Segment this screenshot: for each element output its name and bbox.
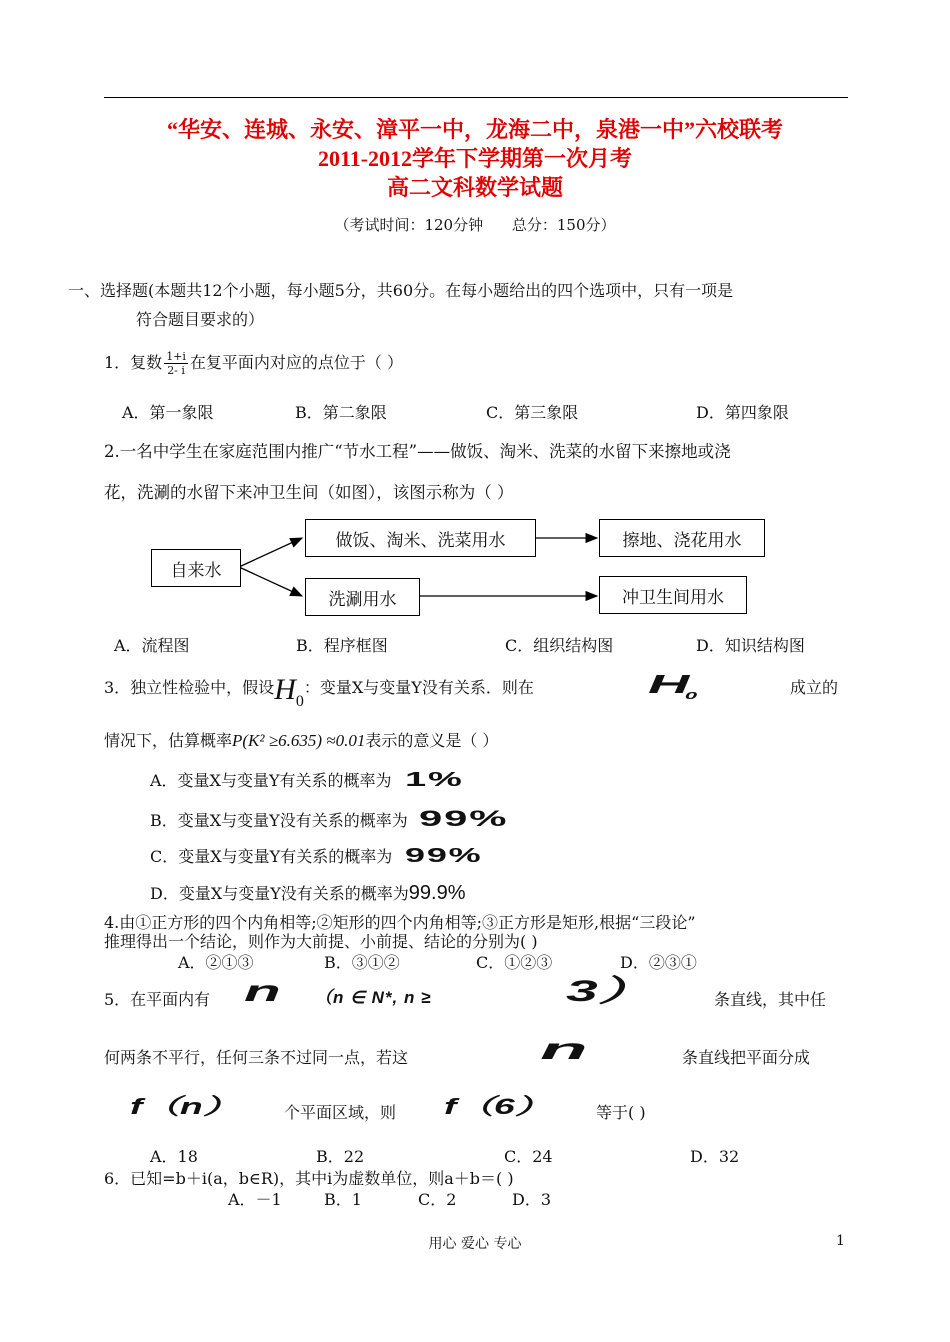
page-number: 1 [836, 1233, 845, 1249]
h0-symbol: $H_0$ [274, 673, 304, 710]
section-heading-cont: 符合题目要求的） [136, 310, 265, 329]
q3-line2-a: 情况下，估算概率 [104, 731, 233, 750]
q3-option-a: A．变量X与变量Y有关系的概率为 1% [150, 769, 464, 791]
q5-line3-a: 个平面区域，则 [284, 1103, 397, 1122]
total-score: 总分：150分） [511, 216, 616, 234]
q3-line2-b: 表示的意义是（ ） [365, 731, 499, 750]
q5-fn: f（n） [130, 1094, 241, 1119]
q1-frac-den: 2- i [167, 364, 185, 377]
exam-title-line1: “华安、连城、永安、漳平一中，龙海二中，泉港一中”六校联考 [166, 117, 783, 142]
q1-frac-num: 1+i [166, 350, 186, 363]
q5-option-a: A．18 [150, 1147, 198, 1166]
q3-line1 [104, 673, 534, 712]
q3-prob-expr: P(K² ≥6.635) ≈0.01 [232, 731, 366, 750]
q6-line1: 6．已知=b＋i(a，b∈R)，其中i为虚数单位，则a＋b＝( ) [104, 1169, 514, 1188]
q5-n-symbol: n [244, 975, 281, 1008]
q2-option-b: B．程序框图 [296, 636, 388, 655]
exam-time: （考试时间：120分钟 [334, 216, 484, 234]
exam-title-line2: 2011-2012学年下学期第一次月考 [317, 146, 633, 171]
h0-big-symbol: $H_0$ [648, 669, 693, 703]
q4-option-d: D．②③① [620, 953, 697, 972]
q6-option-d: D．3 [512, 1190, 552, 1209]
q6-option-c: C．2 [418, 1190, 457, 1209]
q5-option-d: D．32 [690, 1147, 740, 1166]
q2-option-d: D．知识结构图 [696, 636, 805, 655]
q3-option-b: B．变量X与变量Y没有关系的概率为 99% [150, 806, 509, 831]
section-heading: 一、选择题(本题共12个小题，每小题5分，共60分。在每小题给出的四个选项中，只有一项是 [68, 281, 734, 300]
q1-suffix: 在复平面内对应的点位于（ ） [189, 353, 404, 372]
q6-option-a: A．－1 [228, 1190, 282, 1209]
q2-line1: 2.一名中学生在家庭范围内推广“节水工程”——做饭、淘米、洗菜的水留下来擦地或浇 [104, 442, 731, 461]
q3-line1-c: 成立的 [790, 678, 839, 697]
q1-option-c: C．第三象限 [486, 403, 579, 422]
footer-motto: 用心 爱心 专心 [428, 1236, 522, 1252]
q5-f6: f（6） [444, 1094, 553, 1119]
flow-box-source: 自来水 [151, 549, 241, 587]
q3-option-c: C．变量X与变量Y有关系的概率为 99% [150, 845, 483, 867]
exam-title-line3: 高二文科数学试题 [386, 175, 563, 200]
q5-line2-b: 条直线把平面分成 [682, 1048, 811, 1067]
flow-box-cook: 做饭、淘米、洗菜用水 [305, 519, 536, 557]
q1-prefix: 1．复数 [104, 353, 163, 372]
q6-option-b: B．1 [324, 1190, 362, 1209]
q3-option-b-value: 99% [418, 806, 509, 831]
q1-option-b: B．第二象限 [295, 403, 387, 422]
q3-line2 [104, 731, 498, 751]
q3-option-a-value: 1% [404, 769, 464, 791]
q5-line2-a: 何两条不平行，任何三条不过同一点，若这 [104, 1048, 409, 1067]
q5-three: 3） [566, 975, 655, 1008]
q4-line1: 4.由①正方形的四个内角相等;②矩形的四个内角相等;③正方形是矩形,根据“三段论” [104, 913, 696, 932]
q5-option-b: B．22 [316, 1147, 365, 1166]
q3-line1-a: 3．独立性检验中，假设 [104, 678, 275, 697]
q3-option-d-value: 99.9% [408, 882, 466, 904]
q2-option-c: C．组织结构图 [505, 636, 614, 655]
q4-option-a: A．②①③ [178, 953, 254, 972]
q4-option-b: B．③①② [324, 953, 400, 972]
q3-option-d: D．变量X与变量Y没有关系的概率为99.9% [150, 882, 466, 904]
q5-line3-b: 等于( ) [596, 1103, 646, 1122]
flow-box-toilet: 冲卫生间用水 [599, 576, 747, 614]
flow-box-mop: 擦地、浇花用水 [599, 519, 765, 557]
q2-option-a: A．流程图 [114, 636, 190, 655]
q4-line2: 推理得出一个结论，则作为大前提、小前提、结论的分别为( ) [104, 932, 538, 951]
q3-line1-b: ：变量X与变量Y没有关系．则在 [303, 678, 534, 697]
q3-option-c-value: 99% [405, 845, 483, 867]
q4-option-c: C．①②③ [476, 953, 553, 972]
flow-box-wash: 洗涮用水 [305, 578, 420, 616]
q5-n-symbol-2: n [540, 1033, 588, 1066]
q5-condition: （n ∈ N*, n ≥ [315, 988, 432, 1007]
q5-line1-b: 条直线，其中任 [714, 990, 827, 1009]
q1-option-d: D．第四象限 [696, 403, 789, 422]
q5-option-c: C．24 [504, 1147, 553, 1166]
q2-line2: 花，洗涮的水留下来冲卫生间（如图），该图示称为（ ） [104, 483, 514, 502]
q5-line1-a: 5．在平面内有 [104, 990, 211, 1009]
q1-option-a: A．第一象限 [122, 403, 214, 422]
